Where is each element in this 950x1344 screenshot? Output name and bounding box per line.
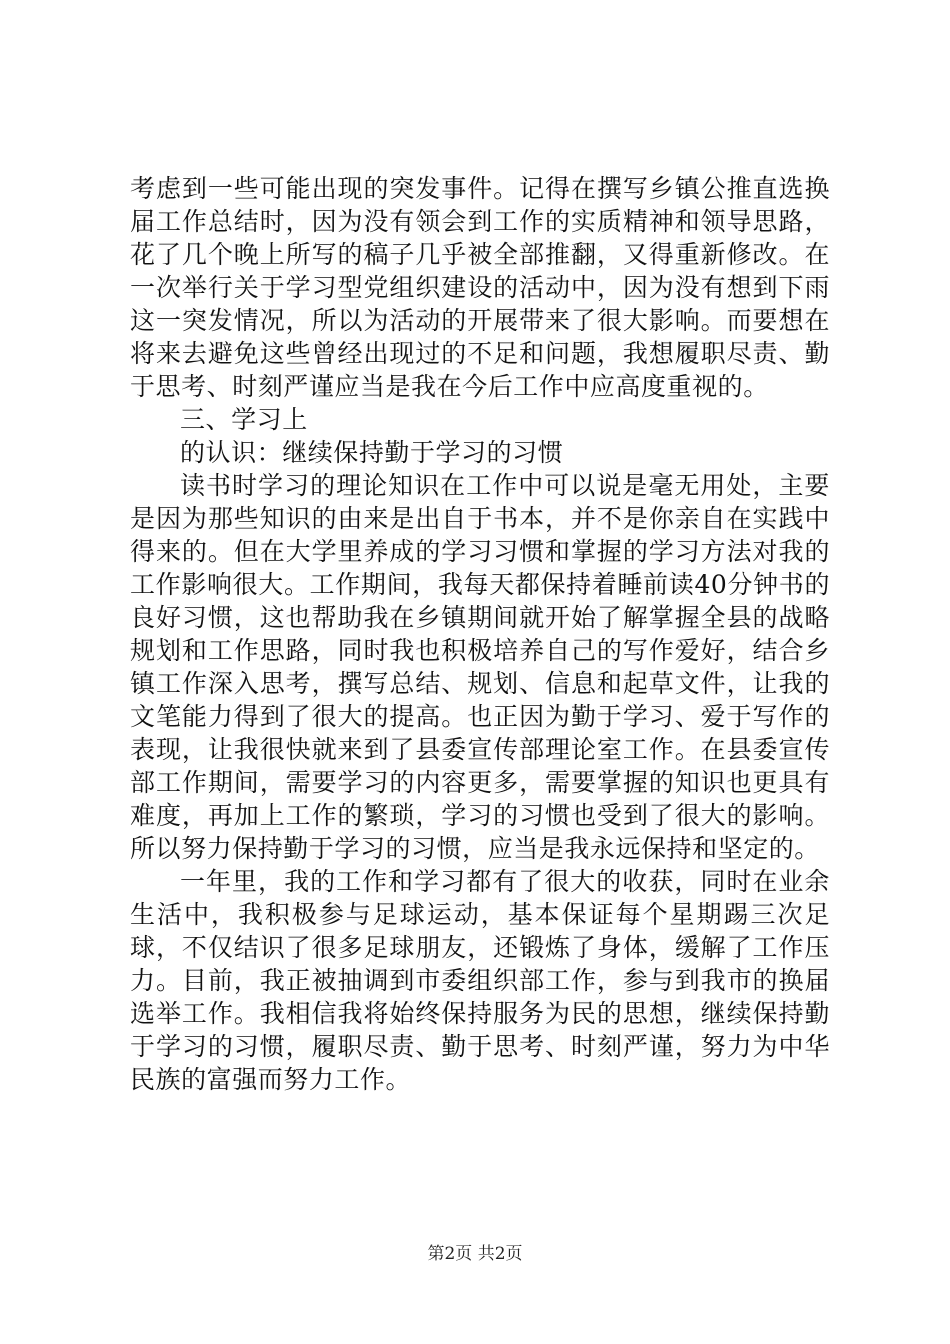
page-footer: 第2页 共2页	[427, 1244, 523, 1264]
paragraph-conclusion: 一年里，我的工作和学习都有了很大的收获，同时在业余生活中，我积极参与足球运动，基本保证每个星期踢三次足球，不仅结识了很多足球朋友，还锻炼了身体，缓解了工作压力。目前，我正被抽调到市委组织部工作，参与到我市的换届选举工作。我相信我将始终保持服务为民的思想，继续保持勤于学习的习惯，履职尽责、勤于思考、时刻严谨，努力为中华民族的富强而努力工作。	[130, 867, 830, 1094]
section-heading: 三、学习上	[180, 405, 308, 434]
document-body	[130, 172, 830, 1096]
paragraph-study: 读书时学习的理论知识在工作中可以说是毫无用处，主要是因为那些知识的由来是出自于书本，并不是你亲自在实践中得来的。但在大学里养成的学习习惯和掌握的学习方法对我的工作影响很大。工作期间，我每天都保持着睡前读40分钟书的良好习惯，这也帮助我在乡镇期间就开始了解掌握全县的战略规划和工作思路，同时我也积极培养自己的写作爱好，结合乡镇工作深入思考，撰写总结、规划、信息和起草文件，让我的文笔能力得到了很大的提高。也正因为勤于学习、爱于写作的表现，让我很快就来到了县委宣传部理论室工作。在县委宣传部工作期间，需要学习的内容更多，需要掌握的知识也更具有难度，再加上工作的繁琐，学习的习惯也受到了很大的影响。所以努力保持勤于学习的习惯，应当是我永远保持和坚定的。	[130, 471, 830, 863]
paragraph-continued: 考虑到一些可能出现的突发事件。记得在撰写乡镇公推直选换届工作总结时，因为没有领会到工作的实质精神和领导思路，花了几个晚上所写的稿子几乎被全部推翻，又得重新修改。在一次举行关于学习型党组织建设的活动中，因为没有想到下雨这一突发情况，所以为活动的开展带来了很大影响。而要想在将来去避免这些曾经出现过的不足和问题，我想履职尽责、勤于思考、时刻严谨应当是我在今后工作中应高度重视的。	[130, 174, 830, 401]
section-subheading: 的认识：继续保持勤于学习的习惯	[180, 438, 564, 467]
